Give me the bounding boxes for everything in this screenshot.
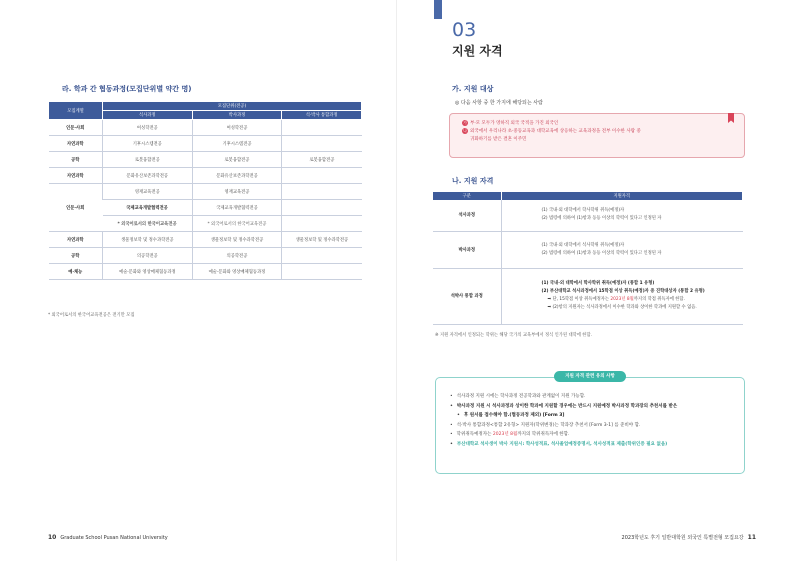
row-combined <box>282 200 362 216</box>
row-doctor: 문화유산보존과학전공 <box>192 168 282 184</box>
row-combined <box>282 248 362 264</box>
row-group: 자연과학 <box>49 232 103 248</box>
table-row <box>49 248 362 264</box>
list-item-continued: • 후 원서를 접수해야 함.(협동과정 제외) [Form 3] <box>450 411 730 421</box>
circle-number-icon: 나 <box>463 128 467 133</box>
row-combined: 생물정보학 및 정수과학전공 <box>282 232 362 248</box>
row-doctor: 기후시스템전공 <box>192 136 282 152</box>
row-combined <box>282 136 362 152</box>
row-doctor: 생물정보학 및 정수과학전공 <box>192 232 282 248</box>
row-key: 석사과정 <box>433 200 501 231</box>
page-number: 11 <box>747 534 756 541</box>
row-master: * 외국어로서의 한국어교육전공 <box>103 216 193 232</box>
chapter-title: 지원 자격 <box>452 44 503 58</box>
row-group: 자연과학 <box>49 168 103 184</box>
list-item: • 학위취득예정자는 2023년 8월까지의 학위취득자에 한함. <box>450 430 730 440</box>
table-row <box>433 231 743 268</box>
notice-tag: 지원 자격 관련 유의 사항 <box>554 371 626 382</box>
qualification-note: ※ 지원 자격에서 인정되는 학위는 해당 국가의 교육부에서 정식 인가된 대학에 한함. <box>435 333 592 338</box>
row-doctor: 여성학전공 <box>192 120 282 136</box>
sub-header-master: 석사과정 <box>103 111 193 120</box>
qualification-table <box>433 192 743 325</box>
table-row <box>49 168 362 184</box>
list-item: • 부산대학교 석사생이 박사 지원시: 학사성적표, 석사졸업예정증명서, 석사성적표 제출(학위인증 필요 없음) <box>450 440 730 450</box>
page-number: 10 <box>48 534 57 541</box>
page-footer-left <box>48 534 168 541</box>
row-master: 로봇융합전공 <box>103 152 193 168</box>
col-group-header: 모집계열 <box>49 102 103 120</box>
table-row <box>49 184 362 200</box>
table-row <box>433 268 743 324</box>
row-doctor: 국제교육개발협력전공 <box>192 200 282 216</box>
row-master: 의공학전공 <box>103 248 193 264</box>
sub-header-doctor: 박사과정 <box>192 111 282 120</box>
eligibility-box <box>449 113 745 158</box>
subsection-title: 가. 지원 대상 <box>452 85 494 93</box>
row-key: 박사과정 <box>433 231 501 268</box>
table-row <box>433 200 743 231</box>
col-unit-header: 모집단위(전공) <box>103 102 362 111</box>
col-header: 구분 <box>433 192 501 200</box>
row-combined <box>282 168 362 184</box>
row-master: 영재교육전공 <box>103 184 193 200</box>
list-item: • 석·박사 통합과정<통합 2유형> 지원자(학위변경)는 학과장 추천서 [Form 3-1] 를 준비야 함. <box>450 421 730 431</box>
circle-number-icon: 가 <box>463 120 467 125</box>
footer-text: 2023학년도 후기 일반대학원 외국인 특별전형 모집요강 <box>621 535 744 541</box>
row-group: 인문·사회 <box>49 184 103 232</box>
row-key: 석박사 통합 과정 <box>433 268 501 324</box>
left-page <box>0 0 396 561</box>
list-item: • 박사과정 지원 시 석사과정과 상이한 학과에 지원할 경우에는 반드시 지원예정 박사과정 학과장의 추천서를 받은 <box>450 402 730 412</box>
lead-text: ◎ 다음 사항 중 한 가지에 해당되는 사람 <box>455 100 543 106</box>
row-group: 예·체능 <box>49 264 103 280</box>
chapter-bar <box>434 0 442 19</box>
row-combined <box>282 120 362 136</box>
cooperative-program-table <box>48 101 362 280</box>
row-doctor: 의공학전공 <box>192 248 282 264</box>
chapter-number: 03 <box>452 19 477 41</box>
eligibility-item: 가 부·모 모두가 영하직 외국 국적을 가진 외국인 <box>463 120 559 126</box>
row-group: 공학 <box>49 152 103 168</box>
notice-list <box>450 392 730 449</box>
notice-box <box>435 374 745 474</box>
row-value: (1) 국내·외 대학에서 학사학위 취득(예정)자 (2) 법령에 의하여 (1)항과 동등 이상의 학력이 있다고 인정된 자 <box>501 200 743 231</box>
row-doctor: 예술·문화와 영상매체협동과정 <box>192 264 282 280</box>
row-value: (1) 국내·외 대학에서 석사학위 취득(예정)자 (2) 법령에 의하여 (1)항과 동등 이상의 학력이 있다고 인정된 자 <box>501 231 743 268</box>
row-doctor: 영재교육전공 <box>192 184 282 200</box>
page-footer-right <box>622 534 756 541</box>
table-row <box>49 120 362 136</box>
col-header: 지원자격 <box>501 192 743 200</box>
table-row <box>49 264 362 280</box>
subsection-title: 나. 지원 자격 <box>452 177 494 185</box>
sub-header-combined: 석·박사 통합과정 <box>282 111 362 120</box>
table-footnote: * 외국어로서의 한국어교육전공은 전기만 모집 <box>48 313 135 318</box>
row-group: 인문·사회 <box>49 120 103 136</box>
row-master: 예술·문화와 영상매체협동과정 <box>103 264 193 280</box>
list-item: • 석사과정 지원 시에는 학사과정 전공학과와 관계없이 지원 가능함. <box>450 392 730 402</box>
table-row <box>49 136 362 152</box>
row-doctor: * 외국어로서의 한국어교육전공 <box>192 216 282 232</box>
row-doctor: 로봇융합전공 <box>192 152 282 168</box>
table-row <box>49 152 362 168</box>
section-title: 라. 학과 간 협동과정(모집단위별 약간 명) <box>62 85 192 93</box>
eligibility-item: 귀화하기를 받은 결혼 이주민 <box>470 137 527 142</box>
row-combined <box>282 184 362 200</box>
row-combined <box>282 216 362 232</box>
row-master: 생물정보학 및 정수과학전공 <box>103 232 193 248</box>
row-group: 자연과학 <box>49 136 103 152</box>
right-page <box>397 0 793 561</box>
eligibility-item: 나 외국에서 우리나라 초·중등교육과 대학교육에 상응하는 교육과정을 전부 이수한 사람 중 <box>463 128 641 134</box>
row-group: 공학 <box>49 248 103 264</box>
row-master: 기후시스템전공 <box>103 136 193 152</box>
row-combined: 로봇융합전공 <box>282 152 362 168</box>
row-master: 여성학전공 <box>103 120 193 136</box>
row-value: (1) 국내·외 대학에서 학사학위 취득(예정)자 (통합 1 유형) (2) 부산대학교 석사과정에서 15학점 이상 취득(예정)자 중 진학대상자 (통합 2 유형) ➡ 단, 15학점 이상 취득예정자는 2023년 8월까지의 학점 취득자에 한함. ➡ (2)항의 지원자는 석사과정에서 이수한 학과와 상이한 학과에 지원할 수 없음. <box>501 268 743 324</box>
table-row <box>49 232 362 248</box>
footer-text: Graduate School Pusan National University <box>60 535 168 541</box>
row-master: 국제교육개발협력전공 <box>103 200 193 216</box>
row-master: 문화유산보존과학전공 <box>103 168 193 184</box>
row-combined <box>282 264 362 280</box>
